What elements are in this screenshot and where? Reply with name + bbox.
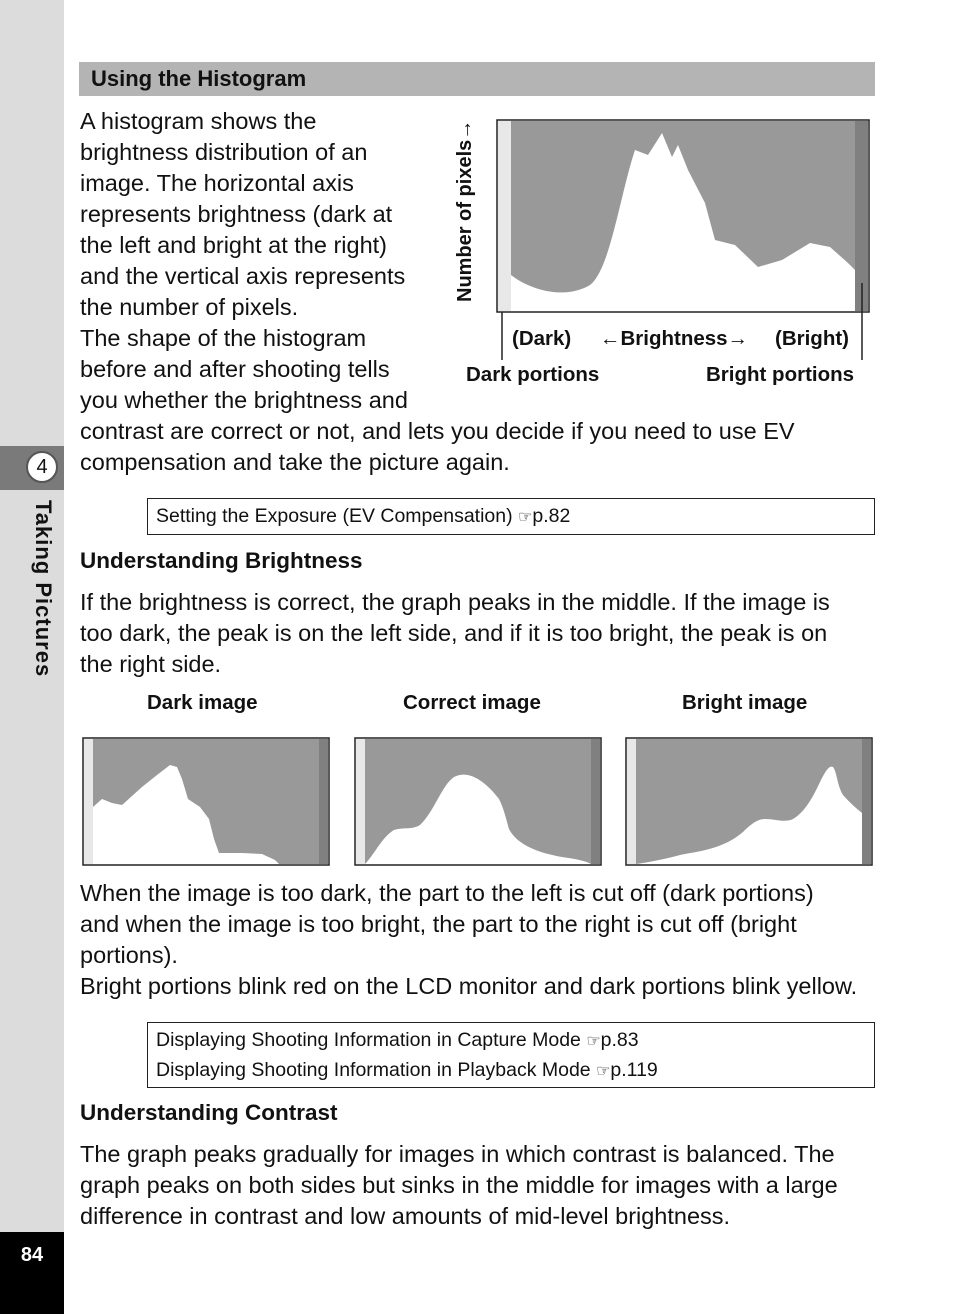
intro-line: brightness distribution of an: [80, 139, 368, 165]
page-number: 84: [0, 1232, 64, 1314]
cutoff-line: Bright portions blink red on the LCD monitor and dark portions blink yellow.: [80, 973, 858, 999]
dark-image-histogram: [82, 737, 330, 867]
pointing-hand-icon: ☞: [596, 1063, 611, 1080]
brightness-label: ←Brightness→: [600, 327, 749, 350]
section-title: Using the Histogram: [79, 62, 875, 96]
reference-box-ev: [147, 498, 875, 535]
bright-label: (Bright): [775, 327, 850, 350]
reference-line: [156, 1026, 866, 1056]
reference-text: Displaying Shooting Information in Capture Mode: [156, 1029, 587, 1051]
cutoff-paragraph: [80, 878, 857, 1002]
intro-line: The shape of the histogram: [80, 325, 367, 351]
reference-line: [156, 1056, 866, 1086]
intro-line: you whether the brightness and: [80, 387, 408, 413]
contrast-heading: Understanding Contrast: [80, 1100, 338, 1125]
reference-page: p.82: [532, 505, 571, 527]
dark-image-caption: Dark image: [147, 691, 258, 714]
reference-page: p.119: [610, 1059, 658, 1081]
intro-line: image. The horizontal axis: [80, 170, 354, 196]
intro-line: compensation and take the picture again.: [80, 449, 510, 475]
bright-image-histogram: [625, 737, 873, 867]
contrast-line: The graph peaks gradually for images in which contrast is balanced. The: [80, 1141, 835, 1167]
intro-line: the number of pixels.: [80, 294, 299, 320]
cutoff-line: When the image is too dark, the part to the left is cut off (dark portions): [80, 880, 814, 906]
bright-portions-label: Bright portions: [706, 363, 855, 386]
chapter-number: 4: [26, 451, 58, 483]
pointing-hand-icon: ☞: [518, 509, 533, 526]
brightness-line: the right side.: [80, 651, 222, 677]
correct-image-caption: Correct image: [403, 691, 541, 714]
intro-line: and the vertical axis represents: [80, 263, 406, 289]
cutoff-line: portions).: [80, 942, 178, 968]
contrast-line: difference in contrast and low amounts of mid-level brightness.: [80, 1203, 731, 1229]
dark-label: (Dark): [512, 327, 572, 350]
y-axis-label: Number of pixels→: [454, 120, 476, 303]
contrast-paragraph: [80, 1139, 838, 1232]
reference-box-shooting-info: [147, 1022, 875, 1088]
intro-line: represents brightness (dark at: [80, 201, 393, 227]
pointing-hand-icon: ☞: [586, 1033, 601, 1050]
reference-text: Setting the Exposure (EV Compensation): [156, 505, 519, 527]
correct-image-histogram: [354, 737, 602, 867]
intro-line: A histogram shows the: [80, 108, 317, 134]
chapter-title: Taking Pictures: [31, 500, 56, 678]
intro-line: contrast are correct or not, and lets you decide if you need to use EV: [80, 418, 795, 444]
reference-page: p.83: [600, 1029, 639, 1051]
brightness-paragraph: [80, 587, 830, 680]
brightness-line: If the brightness is correct, the graph peaks in the middle. If the image is: [80, 589, 830, 615]
contrast-line: graph peaks on both sides but sinks in the middle for images with a large: [80, 1172, 838, 1198]
cutoff-line: and when the image is too bright, the part to the right is cut off (bright: [80, 911, 797, 937]
dark-portions-label: Dark portions: [466, 363, 600, 386]
brightness-heading: Understanding Brightness: [80, 548, 363, 573]
intro-line: before and after shooting tells: [80, 356, 390, 382]
brightness-line: too dark, the peak is on the left side, and if it is too bright, the peak is on: [80, 620, 828, 646]
reference-text: Displaying Shooting Information in Playback Mode: [156, 1059, 597, 1081]
bright-image-caption: Bright image: [682, 691, 808, 714]
intro-line: the left and bright at the right): [80, 232, 387, 258]
reference-line: [156, 502, 866, 532]
